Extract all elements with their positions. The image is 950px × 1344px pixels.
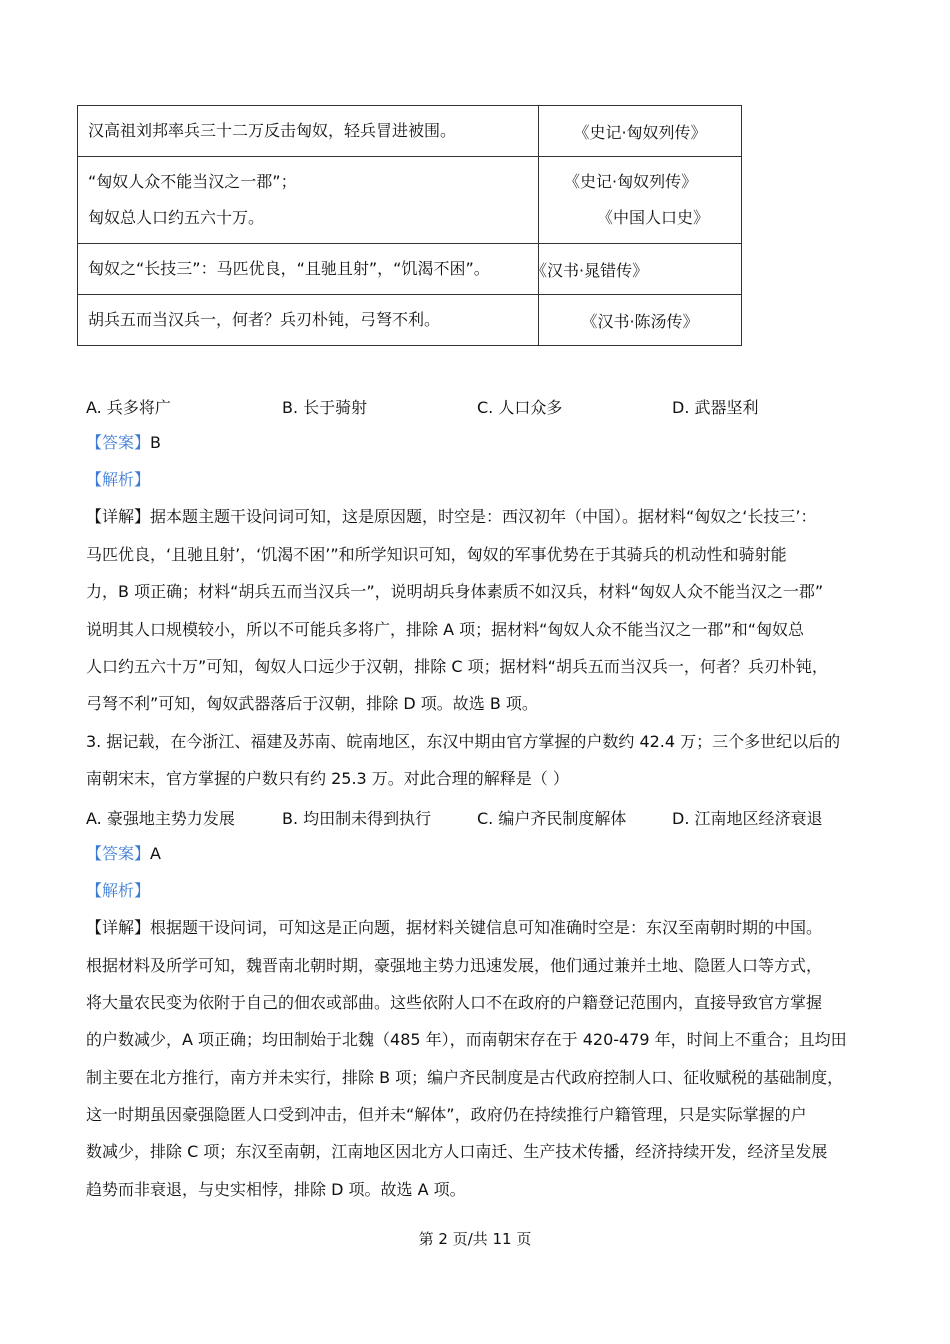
q3-detail-line: 根据材料及所学可知，魏晋南北朝时期，豪强地主势力迅速发展，他们通过兼并土地、隐匿人口等方式，	[86, 956, 823, 975]
q3-stem-line: 3. 据记载，在今浙江、福建及苏南、皖南地区，东汉中期由官方掌握的户数约 42.4 万；三个多世纪以后的	[86, 732, 841, 751]
q3-option-c: C. 编户齐民制度解体	[477, 809, 627, 828]
q2-option-b: B. 长于骑射	[282, 398, 368, 417]
q3-option-a: A. 豪强地主势力发展	[86, 809, 235, 828]
table-cell-text	[78, 244, 539, 295]
cell-text: 匈奴之“长技三”：马匹优良，“且驰且射”，“饥渴不困”。	[88, 259, 490, 278]
q3-detail-line: 这一时期虽因豪强隐匿人口受到冲击，但并未“解体”，政府仍在持续推行户籍管理，只是实际掌握的户	[86, 1105, 807, 1124]
q3-option-b: B. 均田制未得到执行	[282, 809, 432, 828]
cell-source: 《汉书·晁错传》	[531, 260, 649, 280]
q2-detail-line: 人口约五六十万”可知，匈奴人口远少于汉朝，排除 C 项；据材料“胡兵五而当汉兵一，何者？兵刃朴钝，	[86, 657, 828, 676]
answer-value: A	[150, 844, 161, 863]
table-row	[78, 244, 742, 295]
table-cell-source	[539, 106, 742, 157]
q2-answer	[86, 433, 161, 453]
cell-source: 《史记·匈奴列传》	[564, 172, 698, 191]
q3-detail-line: 【详解】根据题干设问词，可知这是正向题，据材料关键信息可知准确时空是：东汉至南朝时期的中国。	[86, 918, 823, 937]
cell-source: 《汉书·陈汤传》	[581, 311, 699, 331]
q2-detail-line: 马匹优良，‘且驰且射’，‘饥渴不困’”和所学知识可知，匈奴的军事优势在于其骑兵的机动性和骑射能	[86, 545, 787, 564]
table-cell-source	[539, 157, 742, 244]
q2-detail-line: 力，B 项正确；材料“胡兵五而当汉兵一”，说明胡兵身体素质不如汉兵，材料“匈奴人众不能当汉之一郡”	[86, 582, 824, 601]
q2-detail-line: 【详解】据本题主题干设问词可知，这是原因题，时空是：西汉初年（中国）。据材料“匈奴之‘长技三’：	[86, 507, 817, 526]
cell-source: 《史记·匈奴列传》	[573, 122, 707, 142]
q3-detail-line: 将大量农民变为依附于自己的佃农或部曲。这些依附人口不在政府的户籍登记范围内，直接导致官方掌握	[86, 993, 823, 1012]
q3-detail-line: 趋势而非衰退，与史实相悖，排除 D 项。故选 A 项。	[86, 1180, 466, 1199]
q3-analysis-tag: 【解析】	[86, 881, 151, 900]
q2-detail-line: 说明其人口规模较小，所以不可能兵多将广，排除 A 项；据材料“匈奴人众不能当汉之一郡”和“匈奴总	[86, 620, 804, 639]
q3-answer	[86, 844, 161, 864]
cell-source: 《中国人口史》	[597, 208, 710, 227]
cell-text: “匈奴人众不能当汉之一郡”；	[88, 172, 297, 191]
q2-detail-line: 弓弩不利”可知，匈奴武器落后于汉朝，排除 D 项。故选 B 项。	[86, 694, 538, 713]
cell-text: 匈奴总人口约五六十万。	[88, 208, 265, 227]
table-row	[78, 295, 742, 346]
page-footer: 第 2 页/共 11 页	[418, 1230, 532, 1248]
table-row	[78, 106, 742, 157]
table-cell-text	[78, 157, 539, 244]
answer-tag: 【答案】	[86, 844, 151, 863]
q2-option-a: A. 兵多将广	[86, 398, 171, 417]
q3-detail-line: 的户数减少，A 项正确；均田制始于北魏（485 年），而南朝宋存在于 420-479 年，时间上不重合；且均田	[86, 1030, 847, 1049]
q2-analysis-tag: 【解析】	[86, 470, 151, 489]
cell-text: 胡兵五而当汉兵一，何者？兵刃朴钝，弓弩不利。	[88, 310, 441, 329]
table-cell-source	[539, 295, 742, 346]
cell-text: 汉高祖刘邦率兵三十二万反击匈奴，轻兵冒进被围。	[88, 121, 457, 140]
q2-option-d: D. 武器坚利	[672, 398, 759, 417]
answer-tag: 【答案】	[86, 433, 151, 452]
table-cell-text	[78, 106, 539, 157]
q3-stem-line: 南朝宋末，官方掌握的户数只有约 25.3 万。对此合理的解释是（ ）	[86, 769, 569, 788]
material-table	[77, 105, 742, 346]
table-row	[78, 157, 742, 244]
q3-option-d: D. 江南地区经济衰退	[672, 809, 823, 828]
q2-option-c: C. 人口众多	[477, 398, 563, 417]
q3-detail-line: 制主要在北方推行，南方并未实行，排除 B 项；编户齐民制度是古代政府控制人口、征收赋税的基础制度，	[86, 1068, 844, 1087]
q3-detail-line: 数减少，排除 C 项；东汉至南朝，江南地区因北方人口南迁、生产技术传播，经济持续开发，经济呈发展	[86, 1142, 828, 1161]
answer-value: B	[150, 433, 161, 452]
table-cell-source	[531, 244, 742, 295]
table-cell-text	[78, 295, 539, 346]
